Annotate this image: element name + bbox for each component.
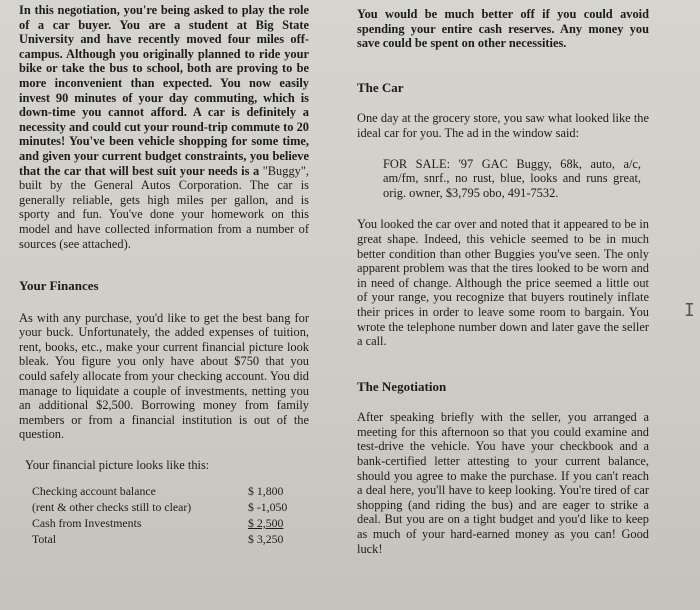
- row-label: Checking account balance: [32, 483, 156, 498]
- row-amount: $ 3,250: [248, 531, 284, 546]
- financial-picture-label: Your financial picture looks like this:: [25, 458, 210, 473]
- financial-table: [32, 483, 294, 547]
- text-cursor-icon: I: [684, 300, 695, 321]
- intro-normal-text: "Buggy", built by the General Autos Corporation. The car is generally reliable, gets high miles per gallon, and is sporty and fun. You've done your homework on this model and have collected information from a number of sources (see attached).: [19, 163, 309, 251]
- table-row: [32, 515, 294, 531]
- left-column: [19, 3, 309, 547]
- for-sale-ad: FOR SALE: '97 GAC Buggy, 68k, auto, a/c, am/fm, snrf., no rust, blue, looks and runs great, orig. owner, $3,795 obo, 491-7532.: [383, 156, 641, 200]
- table-row: [32, 531, 294, 547]
- intro-bold-text: In this negotiation, you're being asked to play the role of a car buyer. You are a student at Big State University and have recently moved four miles off-campus. Although you originally planned to ride your bike or take the bus to school, both are proving to be more inconvenient than expected. You now easily invest 90 minutes of your day commuting, which is down-time you cannot afford. A car is definitely a necessity and could cut your round-trip commute to 20 minutes! You've been vehicle shopping for some time, and given your current budget constraints, you believe that the car that will best suit your needs is a: [19, 3, 309, 178]
- row-amount: $ 2,500: [248, 515, 284, 530]
- row-amount: $ -1,050: [248, 499, 288, 514]
- car-intro-paragraph: One day at the grocery store, you saw what looked like the ideal car for you. The ad in the window said:: [357, 111, 649, 140]
- car-paragraph: You looked the car over and noted that it appeared to be in great shape. Indeed, this vehicle seemed to be in much better condition than other Buggies you've seen. The only apparent problem was that the tires looked to be worn and in need of change. Although the price seemed a little out of your range, you recognize that buyers routinely inflate their prices in order to leave some room to bargain. You wrote the telephone number down and later gave the seller a call.: [357, 217, 649, 349]
- finances-heading: Your Finances: [19, 278, 99, 294]
- savings-paragraph: You would be much better off if you could avoid spending your entire cash reserves. Any money you save could be spent on other necessities.: [357, 7, 649, 51]
- table-row: [32, 483, 294, 499]
- car-heading: The Car: [357, 79, 404, 95]
- row-amount: $ 1,800: [248, 483, 284, 498]
- row-label: (rent & other checks still to clear): [32, 499, 192, 514]
- finances-paragraph: As with any purchase, you'd like to get the best bang for your buck. Unfortunately, the added expenses of tuition, rent, books, etc., make your current financial picture look bleak. You figure you only have about $750 that you could safely allocate from your checking account. You did manage to liquidate a couple of investments, netting you an additional $2,500. Borrowing money from family members or from a financial institution is out of the question.: [19, 310, 309, 442]
- right-column: [357, 7, 649, 556]
- negotiation-paragraph: After speaking briefly with the seller, you arranged a meeting for this afternoon so that you could examine and test-drive the vehicle. You have your checkbook and a bank-certified letter attesting to your current balance, should you agree to make the purchase. If you can't reach a deal here, you'll have to keep looking. You're tired of car shopping (and riding the bus) and are eager to strike a deal. But you are on a tight budget and you'd like to keep as much of your hard-earned money as you can! Good luck!: [357, 410, 649, 556]
- row-label: Cash from Investments: [32, 515, 142, 530]
- negotiation-heading: The Negotiation: [357, 378, 447, 394]
- row-label: Total: [32, 531, 57, 546]
- table-row: [32, 499, 294, 515]
- intro-paragraph: [19, 3, 309, 251]
